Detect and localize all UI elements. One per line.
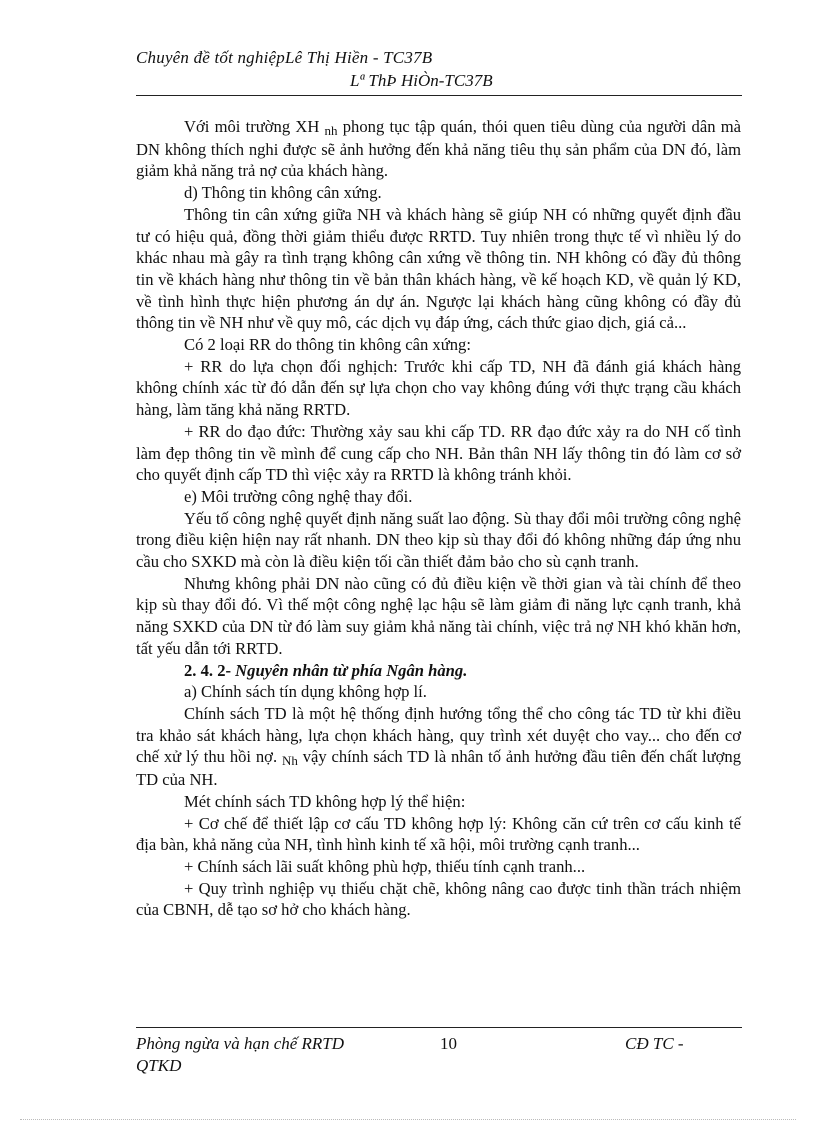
paragraph-text: vậy chính sách TD là nhân tố ảnh hưởng đầu tiên đến chất lượng TD của NH. [136,747,742,790]
page-number: 10 [440,1034,457,1053]
paragraph-text: Với môi trường XH [184,117,325,136]
paragraph: Nhưng không phải DN nào cũng có đủ điều kiện về thời gian và tài chính để theo kịp sù thay đổi đó. Vì thế một công nghệ lạc hậu sẽ làm giảm đi năng lực cạnh tranh, khả năng SXKD của DN từ đó làm suy giảm khả năng tài chính, việc trả nợ NH khó khăn hơn, tất yếu dẫn tới RRTD. [136,573,741,658]
paragraph [136,703,741,791]
paragraph-text: Chính sách TD là một hệ thống định hướng tổng thể cho công tác TD từ khi điều tra khảo sát khách hàng, lựa chọn khách hàng, quy trình xét duyệt cho vay... cho đến cơ chế xử lý thu hồi nợ. [136,703,741,767]
footer-subtitle: QTKD [136,1056,182,1075]
heading-d: d) Thông tin không cân xứng. [184,183,382,203]
heading-a: a) Chính sách tín dụng không hợp lí. [184,682,427,702]
section-title: Nguyên nhân từ phía Ngân hàng. [235,660,468,680]
header-rule [136,95,742,96]
paragraph: Yếu tố công nghệ quyết định năng suất lao động. Sù thay đổi môi trường công nghệ trong điều kiện hiện nay rất nhanh. DN theo kịp sù thay đổi đó không những đáp ứng nhu cầu cho SXKD mà còn là điều kiện tối cần thiết đảm bảo cho sù cạnh tranh. [136,508,741,572]
list-item: + RR do lựa chọn đối nghịch: Trước khi cấp TD, NH đã đánh giá khách hàng không chính xác từ đó dẫn đến sự lựa chọn cho vay không đúng với thực trạng cầu khách hàng, làm tăng khả năng RRTD. [136,356,741,420]
footer-title: Phòng ngừa và hạn chế RRTD [136,1034,345,1053]
paragraph [136,116,741,182]
paragraph: Mét chính sách TD không hợp lý thể hiện: [184,791,466,811]
section-number: 2. 4. 2- [184,660,236,680]
heading-e: e) Môi trường công nghệ thay đổi. [184,486,413,506]
list-item: + Quy trình nghiệp vụ thiếu chặt chẽ, không nâng cao được tinh thần trách nhiệm của CBNH, dễ tạo sơ hở cho khách hàng. [136,878,741,920]
page-border-dots [20,1119,796,1120]
paragraph: Có 2 loại RR do thông tin không cân xứng: [184,335,471,355]
paragraph-text: nh [324,123,338,138]
footer-rule [136,1027,742,1028]
page-body [136,116,741,921]
paragraph-text: Nh [281,753,298,769]
footer-course: CĐ TC - [625,1034,684,1053]
list-item: + Chính sách lãi suất không phù hợp, thiếu tính cạnh tranh... [184,856,586,876]
paragraph-text: phong tục tập quán, thói quen tiêu dùng của người dân mà DN không thích nghi được sẽ ảnh hưởng đến khả năng tiêu thụ sản phẩm của DN đó, làm giảm khả năng trả nợ của khách hàng. [136,117,741,181]
paragraph: Thông tin cân xứng giữa NH và khách hàng sẽ giúp NH có những quyết định đầu tư có hiệu quả, đồng thời giảm thiểu được RRTD. Tuy nhiên trong thực tế vì nhiều lý do khác nhau mà gây ra tình trạng không cân xứng về thông tin. NH không có đầy đủ thông tin về khách hàng như thông tin về bản thân khách hàng, về kế hoạch KD, về quản lý KD, về tình hình thực hiện phương án dự án. Ngược lại khách hàng cũng không có đầy đủ thông tin về NH như về quy mô, các dịch vụ đáp ứng, cách thức giao dịch, giá cả... [136,204,741,333]
section-heading [136,660,741,682]
list-item: + Cơ chế để thiết lập cơ cấu TD không hợp lý: Không căn cứ trên cơ cấu kinh tế địa bàn, khả năng của NH, tình hình kinh tế xã hội, môi trường cạnh tranh... [136,813,741,855]
list-item: + RR do đạo đức: Thường xảy sau khi cấp TD. RR đạo đức xảy ra do NH cố tình làm đẹp thông tin về mình để cung cấp cho NH. Bản thân NH lấy thông tin đó làm cơ sở cho quyết định cấp TD thì việc xảy ra RRTD là không tránh khỏi. [136,421,741,485]
header-subtitle: Lª ThÞ HiÒn-TC37B [350,71,493,90]
header-title: Chuyên đề tốt nghiệpLê Thị Hiền - TC37B [136,48,433,67]
